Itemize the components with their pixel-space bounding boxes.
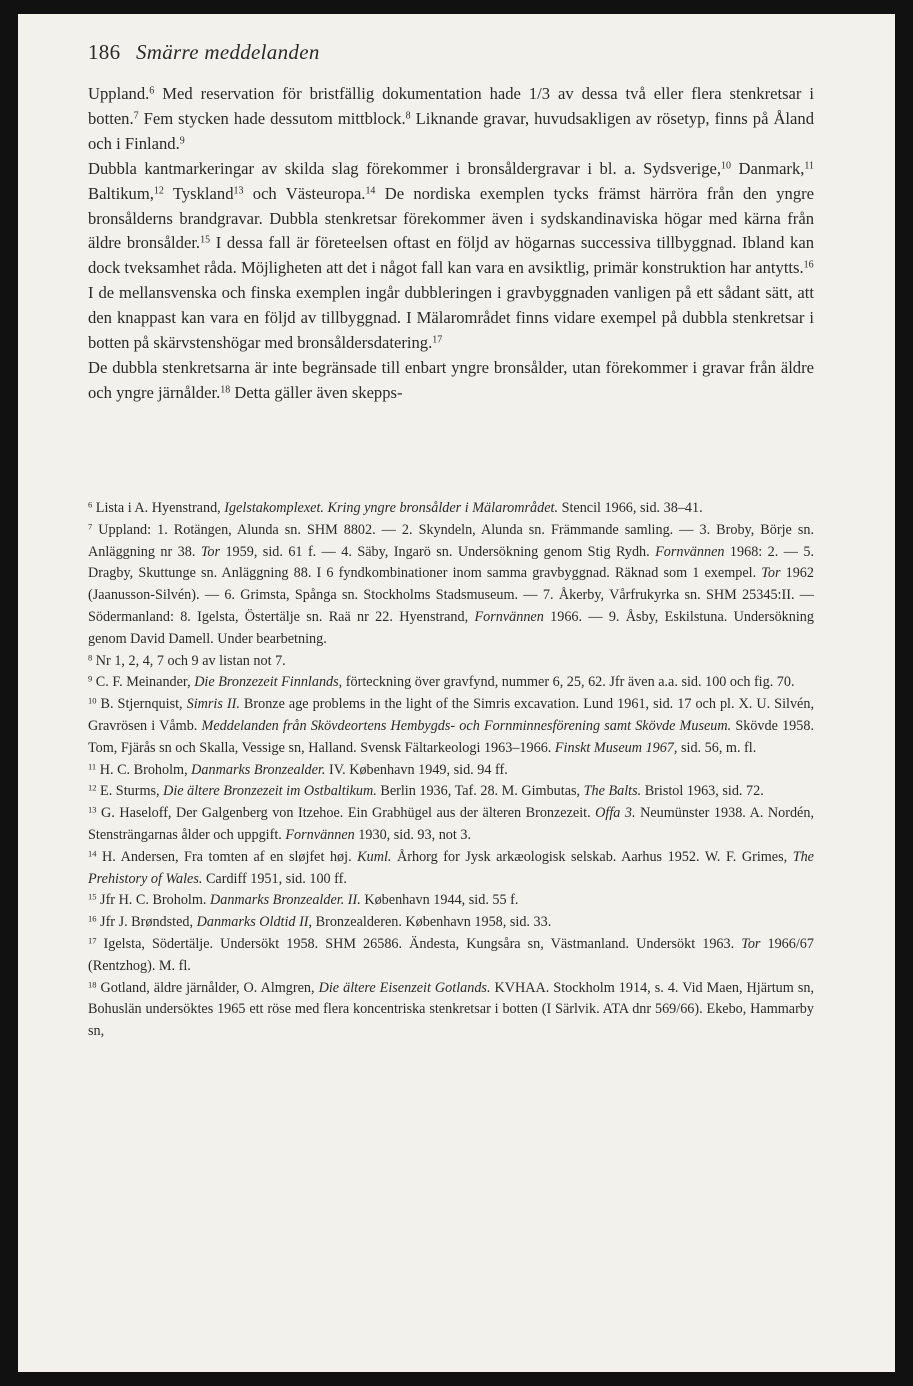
body-text [88, 82, 814, 406]
footnote: $^9$ C. F. Meinander, Die Bronzezeit Finnlands, förteckning över gravfynd, nummer 6, 25, 62. Jfr även a.a. sid. 100 och fig. 70. [88, 673, 795, 691]
document-page [18, 14, 895, 1372]
footnote: $^6$ Lista i A. Hyenstrand, Igelstakomplexet. Kring yngre bronsålder i Mälarområdet. Stencil 1966, sid. 38–41. [88, 499, 703, 516]
footnote: $^{14}$ H. Andersen, Fra tomten af en sløjfet høj. Kuml. Århorg for Jysk arkæologisk selskab. Aarhus 1952. W. F. Grimes, The Prehistory of Wales. Cardiff 1951, sid. 100 ff. [88, 848, 814, 887]
body-paragraph: Dubbla kantmarkeringar av skilda slag förekommer i bronsåldergravar i bl. a. Sydsverige,$^{10}$ Danmark,$^{11}$ Baltikum,$^{12}$ Tyskland$^{13}$ och Västeuropa.$^{14}$ De nordiska exemplen tycks främst härröra från den yngre bronsålderns brandgravar. Dubbla stenkretsar förekommer även i sydskandinaviska högar med kärna från äldre bronsålder.$^{15}$ I dessa fall är företeelsen oftast en följd av högarnas successiva tillbyggnad. Ibland kan dock tveksamhet råda. Möjligheten att det i något fall kan vara en avsiktlig, primär konstruktion har antytts.$^{16}$ [88, 158, 815, 278]
footnote: $^7$ Uppland: 1. Rotängen, Alunda sn. SHM 8802. — 2. Skyndeln, Alunda sn. Främmande samling. — 3. Broby, Börje sn. Anläggning nr 38. Tor 1959, sid. 61 f. — 4. Säby, Ingarö sn. Undersökning genom Stig Rydh. Fornvännen 1968: 2. — 5. Dragby, Skuttunge sn. Anläggning 88. I 6 fyndkombinationer inom samma gravbyggnad. Räknad som 1 exempel. Tor 1962 (Jaanusson-Silvén). — 6. Grimsta, Spånga sn. Stockholms Stadsmuseum. — 7. Åkerby, Vårfrukyrka sn. SHM 25345:II. — Södermanland: 8. Igelsta, Östertälje sn. Raä nr 22. Hyenstrand, Fornvännen 1966. — 9. Åsby, Eskilstuna. Undersökning genom David Damell. Under bearbetning. [88, 521, 814, 647]
page-number: 186 [88, 40, 121, 64]
body-paragraph: I de mellansvenska och finska exemplen ingår dubbleringen i gravbyggnaden vanligen på ett sådant sätt, att den knappast kan vara en följd av tillbyggnad. I Mälarområdet finns vidare exempel på dubbla stenkretsar i botten på skärvstenshögar med bronsåldersdatering.$^{17}$ [88, 283, 814, 353]
footnote: $^{17}$ Igelsta, Södertälje. Undersökt 1958. SHM 26586. Ändesta, Kungsåra sn, Västmanland. Undersökt 1963. Tor 1966/67 (Rentzhog). M. fl. [88, 935, 814, 974]
footnote: $^8$ Nr 1, 2, 4, 7 och 9 av listan not 7. [88, 651, 286, 669]
footnotes [88, 498, 814, 1043]
running-title: Smärre meddelanden [135, 40, 320, 64]
footnote: $^{11}$ H. C. Broholm, Danmarks Bronzealder. IV. København 1949, sid. 94 ff. [88, 760, 508, 778]
body-paragraph: Uppland.$^6$ Med reservation för bristfällig dokumentation hade 1/3 av dessa två eller flera stenkretsar i botten.$^7$ Fem stycken hade dessutom mittblock.$^8$ Liknande gravar, huvudsakligen av rösetyp, finns på Åland och i Finland.$^9$ [88, 84, 814, 153]
body-paragraph: De dubbla stenkretsarna är inte begränsade till enbart yngre bronsålder, utan förekommer i gravar från äldre och yngre järnålder.$^{18}$ Detta gäller även skepps- [88, 357, 814, 402]
footnote: $^{16}$ Jfr J. Brøndsted, Danmarks Oldtid II, Bronzealderen. København 1958, sid. 33. [88, 913, 552, 931]
footnote: $^{13}$ G. Haseloff, Der Galgenberg von Itzehoe. Ein Grabhügel aus der älteren Bronzezeit. Offa 3. Neumünster 1938. A. Nordén, Stensträngarnas ålder och uppgift. Fornvännen 1930, sid. 93, not 3. [88, 804, 814, 843]
footnote: $^{18}$ Gotland, äldre järnålder, O. Almgren, Die ältere Eisenzeit Gotlands. KVHAA. Stockholm 1914, s. 4. Vid Maen, Hjärtum sn, Bohuslän undersöktes 1965 ett röse med flera koncentriska stenkretsar i botten (I Särlvik. ATA dnr 569/66). Ekebo, Hammarby sn, [88, 978, 814, 1040]
footnote: $^{12}$ E. Sturms, Die ältere Bronzezeit im Ostbaltikum. Berlin 1936, Taf. 28. M. Gimbutas, The Balts. Bristol 1963, sid. 72. [88, 782, 764, 800]
footnote: $^{10}$ B. Stjernquist, Simris II. Bronze age problems in the light of the Simris excavation. Lund 1961, sid. 17 och pl. X. U. Silvén, Gravrösen i Våmb. Meddelanden från Skövdeortens Hembygds- och Fornminnesförening samt Skövde Museum. Skövde 1958. Tom, Fjärås sn och Skalla, Vessige sn, Halland. Svensk Fältarkeologi 1963–1966. Finskt Museum 1967, sid. 56, m. fl. [88, 695, 815, 756]
page-header [88, 40, 320, 65]
footnote: $^{15}$ Jfr H. C. Broholm. Danmarks Bronzealder. II. København 1944, sid. 55 f. [88, 891, 519, 909]
